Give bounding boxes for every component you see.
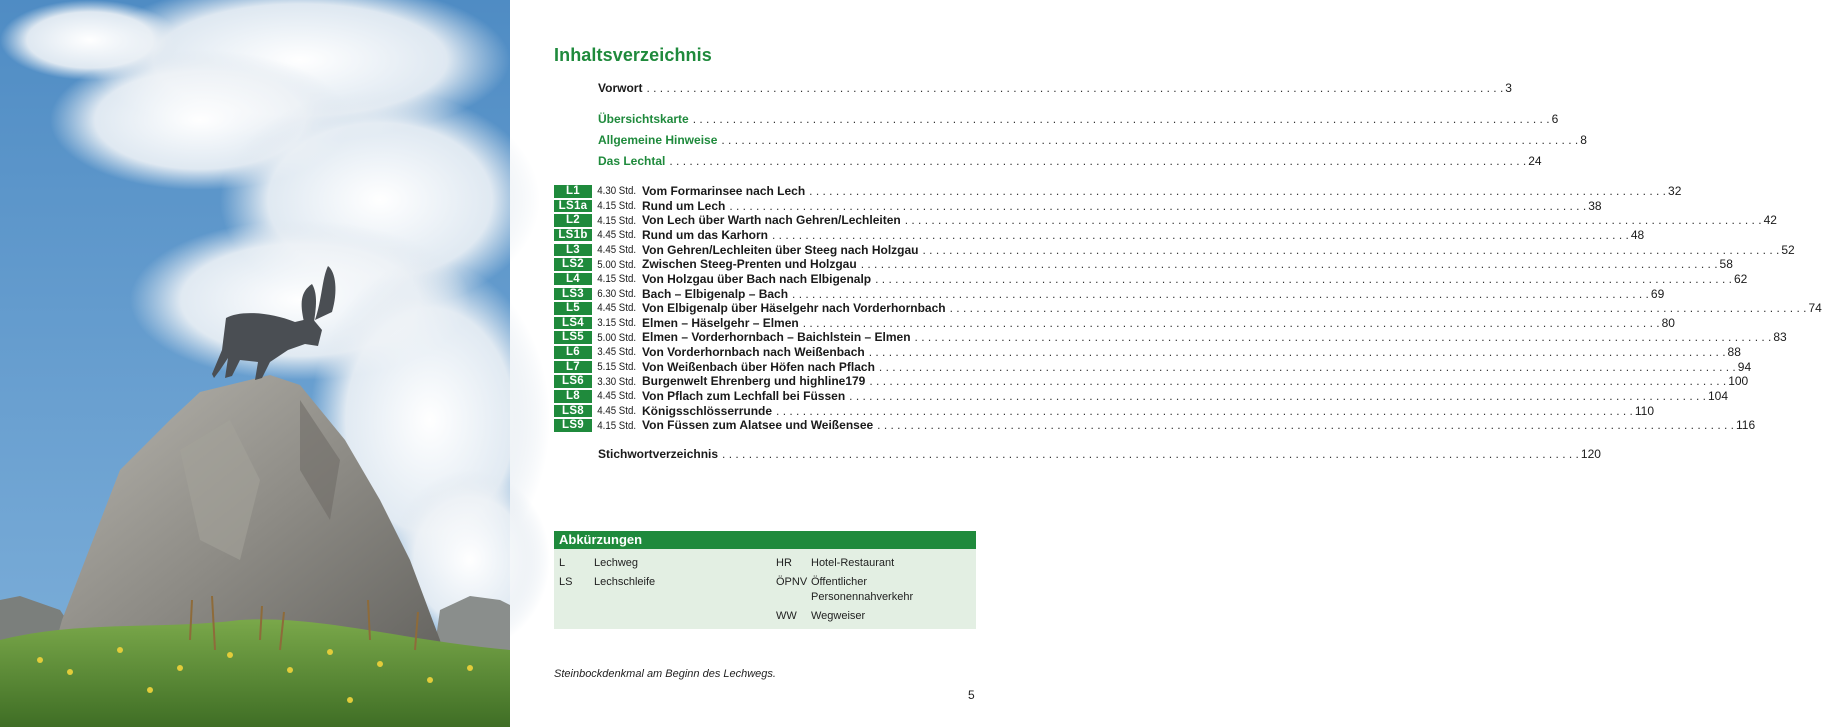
route-duration: 4.15 Std. (597, 214, 637, 227)
abbreviations-box (554, 531, 976, 629)
route-page: 62 (1733, 271, 1748, 286)
route-duration: 4.15 Std. (597, 273, 637, 286)
toc-entry-page: 6 (1551, 112, 1559, 126)
toc-page (510, 0, 1822, 727)
route-code-badge: L4 (554, 273, 592, 286)
route-code-badge: L2 (554, 214, 592, 227)
route-row[interactable] (554, 403, 1655, 419)
route-title: Rund um das Karhorn (642, 227, 769, 242)
route-title: Von Holzgau über Bach nach Elbigenalp (642, 271, 872, 286)
toc-entry-label: Vorwort (598, 81, 643, 95)
route-row[interactable] (554, 213, 1777, 228)
route-title: Elmen – Häselgehr – Elmen (642, 315, 799, 330)
leader-dots (646, 81, 1503, 96)
route-row[interactable] (554, 301, 1822, 316)
route-title: Von Lech über Warth nach Gehren/Lechleiten (642, 213, 901, 228)
route-code-badge: L3 (554, 244, 592, 257)
route-duration: 4.45 Std. (597, 390, 637, 403)
route-code-badge: LS1a (554, 200, 592, 213)
route-title: Rund um Lech (642, 198, 726, 213)
leader-dots (776, 404, 1633, 419)
leader-dots (693, 112, 1550, 127)
route-row[interactable] (554, 374, 1749, 389)
abbreviation-meaning: Lechweg (594, 557, 639, 569)
route-title: Bach – Elbigenalp – Bach (642, 286, 789, 301)
toc-entry-label: Stichwortverzeichnis (598, 447, 719, 461)
route-duration: 4.15 Std. (597, 199, 637, 212)
route-row[interactable] (554, 227, 1645, 243)
leader-dots (669, 154, 1526, 169)
ibex-statue-photo (0, 0, 510, 727)
route-row[interactable] (554, 198, 1602, 214)
route-page: 74 (1808, 301, 1822, 316)
abbreviation-meaning: Öffentlicher Personennahverkehr (811, 576, 914, 603)
route-title: Von Füssen zum Alatsee und Weißensee (642, 418, 874, 433)
route-duration: 4.45 Std. (597, 243, 637, 256)
toc-entry-label: Übersichtskarte (598, 112, 689, 126)
route-title: Von Elbigenalp über Häselgehr nach Vorderhornbach (642, 301, 946, 316)
route-title: Von Gehren/Lechleiten über Steeg nach Holzgau (642, 242, 919, 257)
route-row[interactable] (554, 359, 1752, 375)
route-code-badge: L1 (554, 185, 592, 198)
route-page: 104 (1708, 388, 1729, 403)
route-row[interactable] (554, 418, 1756, 433)
route-page: 52 (1781, 242, 1795, 257)
route-code-badge: L5 (554, 302, 592, 315)
route-code-badge: LS8 (554, 405, 592, 418)
route-row[interactable] (554, 257, 1733, 272)
route-row[interactable] (554, 345, 1741, 360)
route-title: Vom Formarinsee nach Lech (642, 184, 806, 199)
abbreviation-meaning: Hotel-Restaurant (811, 557, 895, 569)
leader-dots (905, 213, 1762, 228)
route-title: Elmen – Vorderhornbach – Baichlstein – Elmen (642, 330, 911, 345)
route-page: 116 (1736, 418, 1756, 433)
route-duration: 3.30 Std. (597, 375, 637, 388)
route-code-badge: LS6 (554, 375, 592, 388)
toc-entry-allgemeine-hinweise[interactable] (598, 133, 1587, 148)
route-code-badge: L6 (554, 346, 592, 359)
toc-title: Inhaltsverzeichnis (554, 45, 712, 65)
route-page: 110 (1634, 403, 1655, 418)
route-page: 83 (1773, 330, 1787, 345)
route-duration: 4.45 Std. (597, 302, 637, 315)
route-title: Von Weißenbach über Höfen nach Pflach (642, 359, 875, 374)
route-page: 32 (1668, 184, 1682, 199)
route-code-badge: LS1b (554, 229, 592, 242)
leader-dots (792, 287, 1649, 302)
leader-dots (772, 228, 1629, 243)
route-row[interactable] (554, 271, 1748, 287)
route-row[interactable] (554, 315, 1675, 331)
leader-dots (849, 389, 1706, 404)
abbreviation-key: HR (776, 557, 792, 569)
route-page: 100 (1728, 374, 1749, 389)
route-duration: 3.45 Std. (597, 346, 637, 359)
leader-dots (923, 243, 1780, 258)
route-duration: 5.00 Std. (597, 258, 637, 271)
route-page: 69 (1650, 286, 1665, 301)
route-page: 80 (1661, 315, 1675, 330)
abbreviation-key: ÖPNV (776, 576, 808, 588)
toc-entry-uebersichtskarte[interactable] (598, 112, 1559, 127)
route-code-badge: LS3 (554, 288, 592, 301)
route-title: Von Vorderhornbach nach Weißenbach (642, 345, 865, 360)
toc-entry-page: 120 (1580, 447, 1601, 461)
leader-dots (869, 374, 1726, 389)
route-row[interactable] (554, 184, 1682, 199)
leader-dots (809, 184, 1666, 199)
toc-entry-das-lechtal[interactable] (598, 154, 1542, 169)
route-page: 38 (1588, 198, 1602, 213)
abbreviation-key: LS (559, 576, 573, 588)
route-row[interactable] (554, 242, 1795, 258)
abbreviation-key: WW (776, 610, 797, 622)
photo-caption: Steinbockdenkmal am Beginn des Lechwegs. (554, 668, 776, 680)
route-code-badge: L8 (554, 390, 592, 403)
abbreviations-title: Abkürzungen (554, 531, 976, 549)
toc-entry-vorwort[interactable] (598, 81, 1512, 96)
toc-entry-label: Das Lechtal (598, 154, 666, 168)
route-duration: 6.30 Std. (597, 287, 637, 300)
route-page: 58 (1719, 257, 1733, 272)
page-number: 5 (968, 688, 975, 702)
leader-dots (950, 301, 1807, 316)
route-row[interactable] (554, 286, 1665, 301)
leader-dots (875, 272, 1732, 287)
toc-entry-page: 8 (1580, 133, 1587, 147)
route-duration: 4.30 Std. (597, 185, 637, 198)
abbreviation-key: L (559, 557, 566, 569)
route-page: 88 (1727, 345, 1741, 360)
route-duration: 4.45 Std. (597, 404, 637, 417)
leader-dots (869, 345, 1726, 360)
route-duration: 5.15 Std. (597, 361, 637, 373)
route-duration: 3.15 Std. (597, 317, 637, 330)
toc-entry-page: 24 (1528, 154, 1542, 168)
route-page: 48 (1630, 227, 1645, 242)
route-duration: 5.00 Std. (597, 331, 637, 344)
route-code-badge: L7 (554, 361, 592, 374)
route-row[interactable] (554, 388, 1729, 404)
leader-dots (803, 316, 1660, 331)
route-row[interactable] (554, 330, 1787, 345)
toc-entry-page: 3 (1505, 81, 1512, 95)
route-title: Zwischen Steeg-Prenten und Holzgau (642, 257, 857, 272)
abbreviation-meaning: Lechschleife (594, 576, 656, 588)
leader-dots (915, 330, 1772, 345)
route-duration: 4.15 Std. (597, 419, 637, 432)
route-duration: 4.45 Std. (597, 229, 637, 242)
route-page: 94 (1737, 359, 1752, 374)
route-list (554, 184, 1822, 433)
route-code-badge: LS4 (554, 317, 592, 330)
route-code-badge: LS5 (554, 331, 592, 344)
toc-entry-label: Allgemeine Hinweise (598, 133, 718, 147)
leader-dots (721, 133, 1578, 148)
route-title: Von Pflach zum Lechfall bei Füssen (642, 388, 846, 403)
route-code-badge: LS2 (554, 258, 592, 271)
leader-dots (861, 257, 1718, 272)
leader-dots (879, 360, 1736, 375)
toc-entry-stichwortverzeichnis[interactable] (598, 447, 1601, 462)
route-code-badge: LS9 (554, 419, 592, 432)
leader-dots (722, 447, 1579, 462)
abbreviation-meaning: Wegweiser (811, 610, 866, 622)
leader-dots (877, 418, 1734, 433)
leader-dots (729, 199, 1586, 214)
route-page: 42 (1763, 213, 1777, 228)
route-title: Königsschlösserrunde (642, 403, 773, 418)
route-title: Burgenwelt Ehrenberg und highline179 (642, 374, 866, 389)
